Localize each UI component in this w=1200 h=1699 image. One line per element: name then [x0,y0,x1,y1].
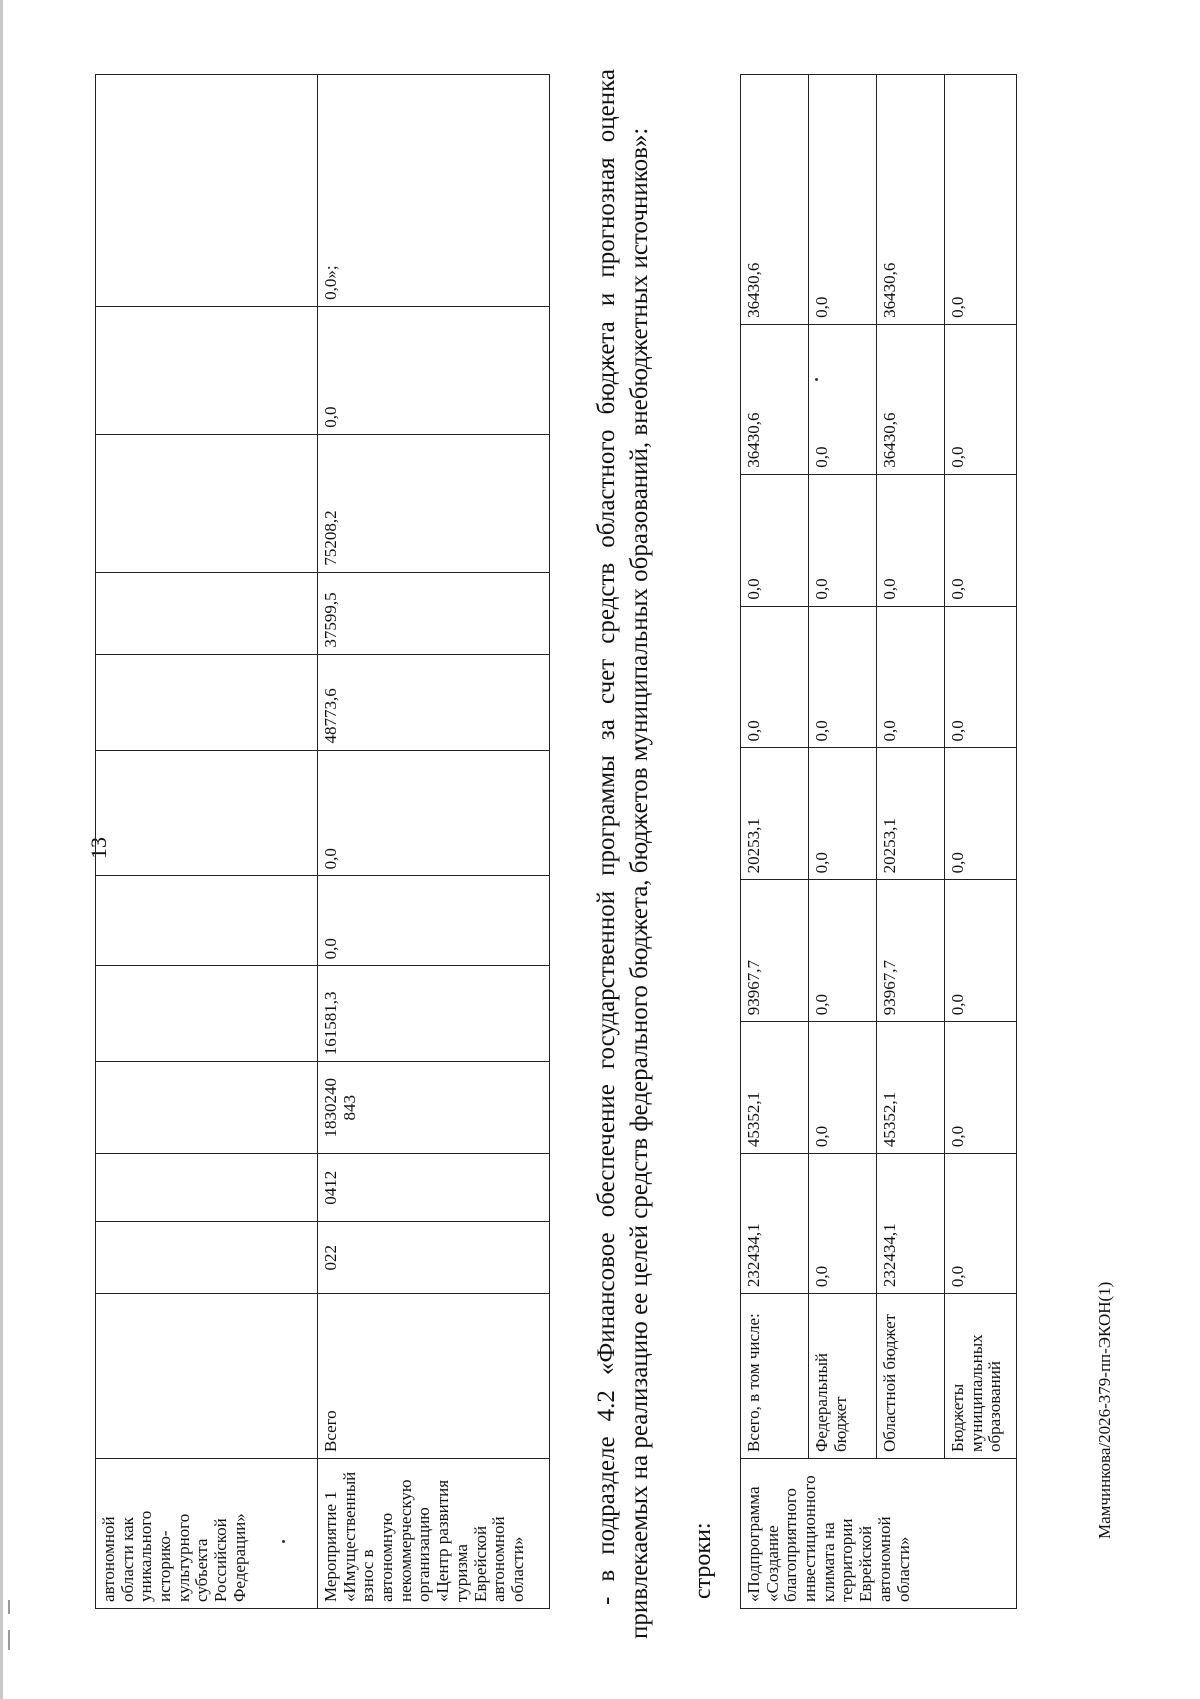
cell-value: 0,0 [809,880,877,1022]
row-name: Мероприятие 1 «Имущественный взнос в автономную некоммерческую организацию «Центр развития туризма Еврейской автономной области» [318,1459,550,1609]
table-row [318,75,550,1609]
cell-value: 0,0»; [318,75,550,307]
cell-value: 37599,5 [318,572,550,654]
cell-csr [96,1062,318,1154]
row-source: Всего [318,1294,550,1459]
row-name: автономной области как уникального историко-культурного субъекта Российской Федерации» [96,1459,318,1609]
cell-value: 0,0 [945,324,1017,474]
cell-value: 36430,6 [877,324,945,474]
rows-label: строки: [690,1522,716,1599]
row-source [96,1294,318,1459]
cell-value: 45352,1 [741,1022,809,1154]
cell-rzpr: 0412 [318,1154,550,1222]
cell-value: 36430,6 [741,324,809,474]
table-bottom [740,74,1017,1609]
subprogram-name: «Подпрограмма «Создание благоприятного инвестиционного климата на территории Еврейской автономной области» [741,1459,1017,1609]
cell-value: 0,0 [809,1022,877,1154]
paragraph-text: - в подразделе 4.2 «Финансовое обеспечение государственной программы за счет средств областного бюджета и прогнозная оценка привлекаемых на реализацию ее целей средств федерального бюджета, бюджетов муниципальных образований, внебюджетных источников»: [593,69,653,1639]
cell-value: 0,0 [809,324,877,474]
cell-value: 0,0 [318,750,550,876]
table-row [945,75,1017,1609]
cell-value: 0,0 [809,606,877,748]
cell-value: 75208,2 [318,434,550,572]
table-row [96,75,318,1609]
cell-value: 232434,1 [741,1154,809,1294]
cell-value: 0,0 [809,75,877,325]
cell-value: 0,0 [945,75,1017,325]
cell-value [96,654,318,750]
cell-value: 0,0 [945,606,1017,748]
table-row [809,75,877,1609]
row-source: Федеральный бюджет [809,1294,877,1459]
cell-value: 0,0 [318,306,550,434]
table-row [741,75,809,1609]
row-source: Бюджеты муниципальных образований [945,1294,1017,1459]
table-row [877,75,945,1609]
cell-value: 0,0 [809,474,877,606]
cell-value: 0,0 [809,1154,877,1294]
cell-rzpr [96,1154,318,1222]
cell-value [96,876,318,966]
cell-value [96,750,318,876]
cell-value: 232434,1 [877,1154,945,1294]
cell-value: 0,0 [741,474,809,606]
cell-value: 20253,1 [741,748,809,880]
cell-value: 36430,6 [741,75,809,325]
cell-value: 45352,1 [877,1022,945,1154]
cell-csr: 1830240 843 [318,1062,550,1154]
cell-value: 0,0 [877,606,945,748]
cell-value: 0,0 [741,606,809,748]
cell-value: 36430,6 [877,75,945,325]
cell-value: 161581,3 [318,966,550,1062]
row-source: Областной бюджет [877,1294,945,1459]
cell-value [96,75,318,307]
page-number: 13 [86,837,111,859]
cell-value [96,572,318,654]
cell-grbs: 022 [318,1222,550,1294]
cell-value [96,306,318,434]
cell-value: 93967,7 [877,880,945,1022]
cell-value: 0,0 [945,748,1017,880]
footer-reference: Мамчинкова/2026-379-пп-ЭКОН(1) [1095,1281,1114,1539]
cell-value: 0,0 [877,474,945,606]
table-top [95,74,550,1609]
cell-value: 0,0 [945,880,1017,1022]
cell-value: 0,0 [318,876,550,966]
cell-value [96,966,318,1062]
cell-value [96,434,318,572]
row-source: Всего, в том числе: [741,1294,809,1459]
cell-value: 20253,1 [877,748,945,880]
cell-value: 48773,6 [318,654,550,750]
cell-value: 93967,7 [741,880,809,1022]
cell-value: 0,0 [945,474,1017,606]
cell-value: 0,0 [945,1022,1017,1154]
cell-grbs [96,1222,318,1294]
amendment-paragraph [590,69,656,1639]
cell-value: 0,0 [809,748,877,880]
cell-value: 0,0 [945,1154,1017,1294]
